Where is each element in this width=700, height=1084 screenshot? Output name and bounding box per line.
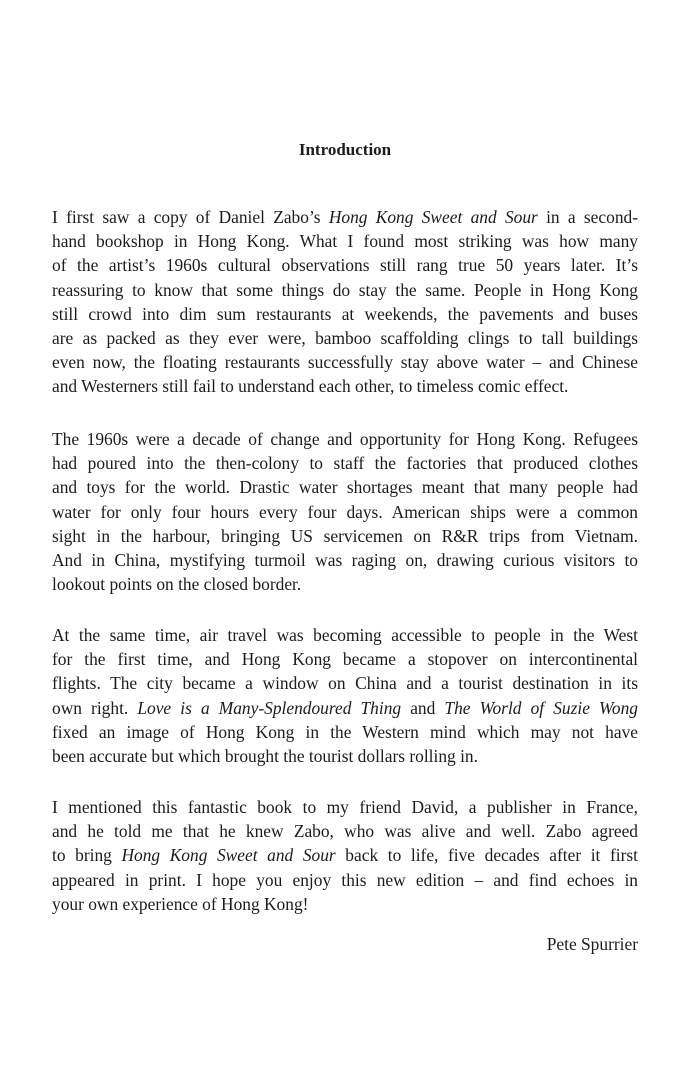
text-run: and he told me that he knew Zabo, who was alive and well. Zabo agreed [52, 821, 638, 842]
text-line [52, 302, 638, 326]
paragraph-3 [52, 623, 638, 768]
text-run: even now, the floating restaurants successfully stay above water – and Chinese [52, 352, 638, 373]
text-line [52, 374, 638, 398]
text-run: still crowd into dim sum restaurants at weekends, the pavements and buses [52, 303, 638, 324]
text-run: The 1960s were a decade of change and opportunity for Hong Kong. Refugees [52, 429, 638, 449]
text-run: appeared in print. I hope you enjoy this new edition – and find echoes in [52, 869, 638, 890]
text-run: fixed an image of Hong Kong in the Western mind which may not have [52, 721, 638, 742]
text-line [52, 500, 638, 524]
italic-title: Hong Kong Sweet and Sour [328, 207, 538, 227]
text-line [52, 696, 638, 720]
paragraph-4 [52, 795, 638, 916]
text-line [52, 647, 638, 671]
text-line [52, 671, 638, 695]
text-run: and [401, 697, 445, 718]
text-line [52, 524, 638, 548]
text-line [52, 475, 638, 499]
text-run: hand bookshop in Hong Kong. What I found most striking was how many [52, 231, 638, 252]
text-line [52, 572, 638, 596]
text-line [52, 253, 638, 277]
text-line [52, 892, 638, 916]
italic-title: The World of Suzie Wong [444, 697, 638, 718]
text-line [52, 427, 638, 451]
text-run: sight in the harbour, bringing US servicemen on R&R trips from Vietnam. [52, 525, 638, 546]
text-run: your own experience of Hong Kong! [52, 893, 309, 914]
text-line [52, 720, 638, 744]
text-run: I mentioned this fantastic book to my friend David, a publisher in France, [52, 797, 638, 817]
italic-title: Hong Kong Sweet and Sour [121, 845, 336, 866]
text-run: I first saw a copy of Daniel Zabo’s [52, 207, 329, 227]
paragraph-2 [52, 427, 638, 596]
text-run: of the artist’s 1960s cultural observations still rang true 50 years later. It’s [52, 255, 638, 276]
text-line [52, 795, 638, 819]
text-run: flights. The city became a window on China and a tourist destination in its [52, 673, 638, 694]
text-run: reassuring to know that some things do stay the same. People in Hong Kong [52, 279, 638, 300]
text-run: are as packed as they ever were, bamboo scaffolding clings to tall buildings [52, 328, 638, 349]
text-run: And in China, mystifying turmoil was raging on, drawing curious visitors to [52, 550, 638, 571]
text-run: for the first time, and Hong Kong became a stopover on intercontinental [52, 649, 638, 670]
text-run: own right. [52, 697, 138, 718]
text-line [52, 548, 638, 572]
author-signature: Pete Spurrier [546, 934, 638, 954]
text-line [52, 326, 638, 350]
text-line [52, 744, 638, 768]
text-run: had poured into the then-colony to staff the factories that produced clothes [52, 453, 638, 474]
text-run: and Westerners still fail to understand each other, to timeless comic effect. [52, 376, 569, 397]
text-run: back to life, five decades after it first [335, 845, 638, 866]
text-run: in a second- [537, 207, 638, 227]
paragraph-1 [52, 205, 638, 399]
text-line [52, 843, 638, 867]
text-line [52, 205, 638, 229]
text-line [52, 350, 638, 374]
text-line [52, 623, 638, 647]
text-run: lookout points on the closed border. [52, 574, 302, 595]
text-line [52, 451, 638, 475]
text-run: to bring [52, 845, 122, 866]
italic-title: Love is a Many-Splendoured Thing [137, 697, 402, 718]
text-line [52, 868, 638, 892]
page-title: Introduction [298, 140, 392, 159]
text-line [52, 819, 638, 843]
text-run: been accurate but which brought the tourist dollars rolling in. [52, 746, 478, 767]
text-run: and toys for the world. Drastic water shortages meant that many people had [52, 477, 638, 498]
text-run: water for only four hours every four days. American ships were a common [52, 501, 638, 522]
text-run: At the same time, air travel was becoming accessible to people in the West [52, 625, 638, 645]
text-line [52, 278, 638, 302]
text-line [52, 229, 638, 253]
